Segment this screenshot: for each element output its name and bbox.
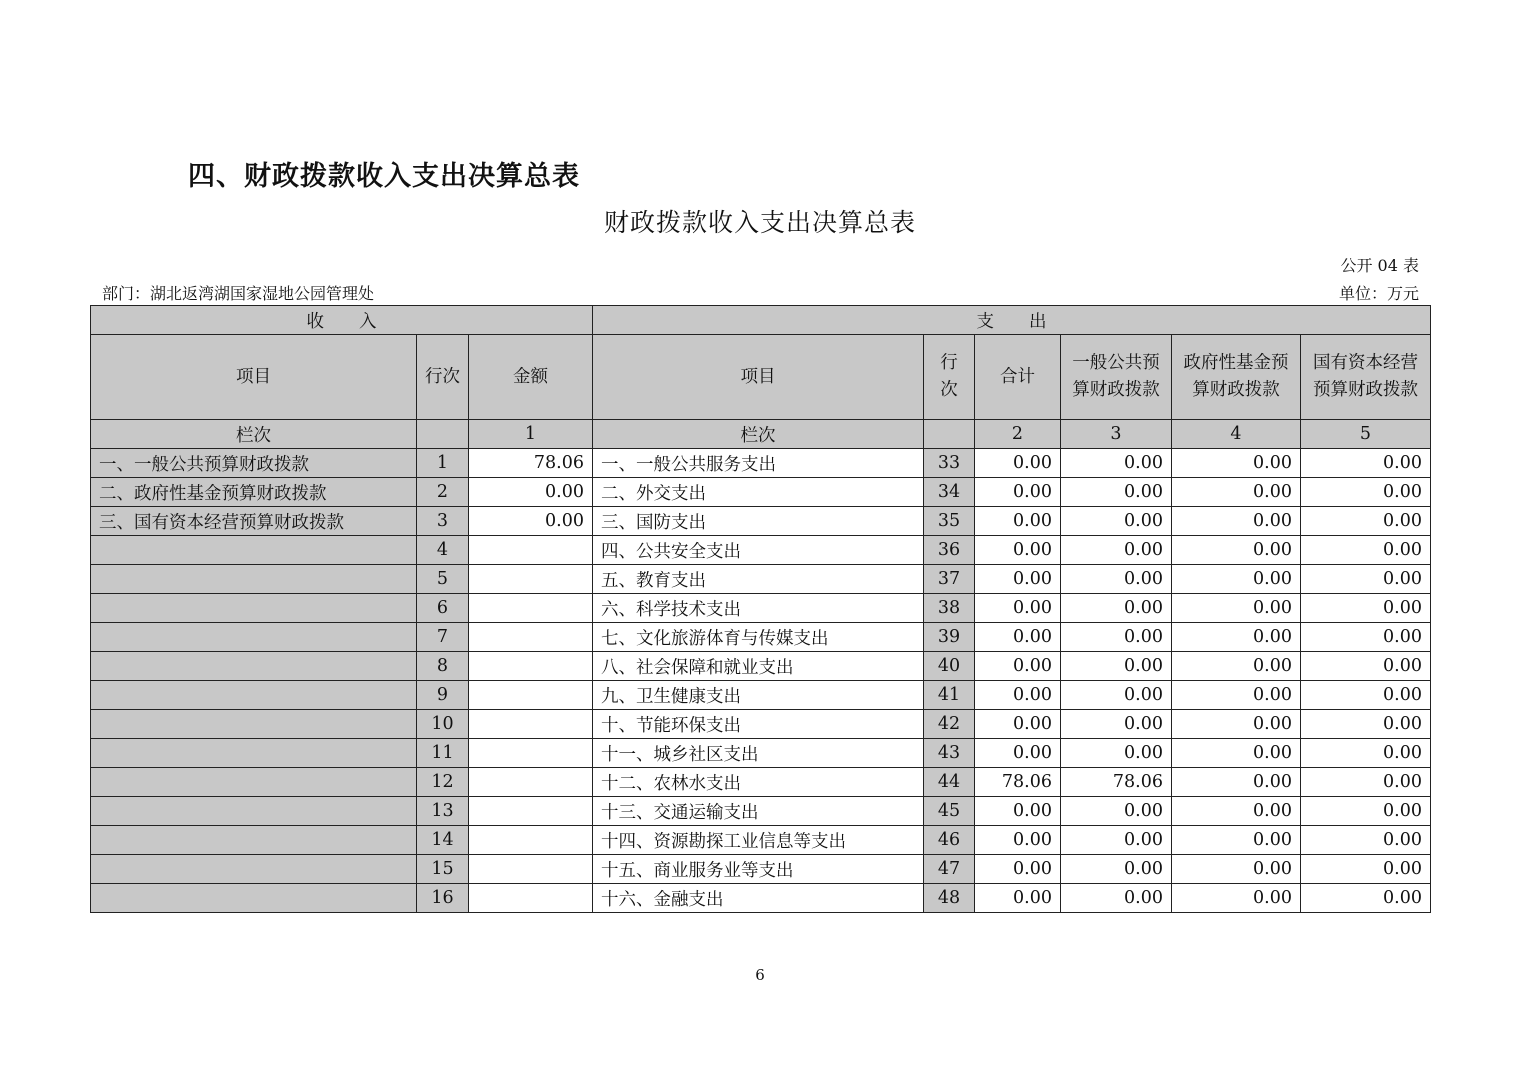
income-item <box>91 536 417 565</box>
expense-gov-fund: 0.00 <box>1172 449 1301 478</box>
income-amount <box>469 855 593 884</box>
expense-state-capital: 0.00 <box>1301 681 1431 710</box>
expense-total: 0.00 <box>975 478 1061 507</box>
expense-state-capital: 0.00 <box>1301 536 1431 565</box>
expense-line-no: 40 <box>924 652 975 681</box>
income-item <box>91 623 417 652</box>
expense-header: 支 出 <box>593 306 1431 335</box>
expense-gov-fund: 0.00 <box>1172 478 1301 507</box>
column-no-expense-item: 栏次 <box>593 420 924 449</box>
table-row <box>91 565 1431 594</box>
expense-general-budget: 0.00 <box>1061 536 1172 565</box>
expense-line-no: 33 <box>924 449 975 478</box>
table-row <box>91 797 1431 826</box>
expense-line-no: 37 <box>924 565 975 594</box>
expense-total: 0.00 <box>975 855 1061 884</box>
income-amount <box>469 884 593 913</box>
expense-total: 0.00 <box>975 652 1061 681</box>
income-amount: 0.00 <box>469 507 593 536</box>
expense-state-capital: 0.00 <box>1301 623 1431 652</box>
expense-state-capital: 0.00 <box>1301 739 1431 768</box>
expense-item: 九、卫生健康支出 <box>593 681 924 710</box>
income-item <box>91 739 417 768</box>
expense-general-budget: 78.06 <box>1061 768 1172 797</box>
col-income-item: 项目 <box>91 335 417 420</box>
income-line-no: 13 <box>417 797 469 826</box>
expense-item: 二、外交支出 <box>593 478 924 507</box>
income-line-no: 2 <box>417 478 469 507</box>
expense-gov-fund: 0.00 <box>1172 826 1301 855</box>
expense-total: 0.00 <box>975 739 1061 768</box>
expense-item: 十二、农林水支出 <box>593 768 924 797</box>
income-amount <box>469 768 593 797</box>
income-item <box>91 594 417 623</box>
expense-gov-fund: 0.00 <box>1172 710 1301 739</box>
table-row <box>91 884 1431 913</box>
expense-total: 0.00 <box>975 797 1061 826</box>
income-amount <box>469 739 593 768</box>
expense-item: 十六、金融支出 <box>593 884 924 913</box>
expense-total: 0.00 <box>975 536 1061 565</box>
income-line-no: 3 <box>417 507 469 536</box>
expense-total: 0.00 <box>975 594 1061 623</box>
income-line-no: 14 <box>417 826 469 855</box>
expense-state-capital: 0.00 <box>1301 594 1431 623</box>
income-item: 一、一般公共预算财政拨款 <box>91 449 417 478</box>
expense-general-budget: 0.00 <box>1061 681 1172 710</box>
expense-state-capital: 0.00 <box>1301 565 1431 594</box>
expense-line-no: 48 <box>924 884 975 913</box>
expense-item: 十一、城乡社区支出 <box>593 739 924 768</box>
column-no-income-amount: 1 <box>469 420 593 449</box>
expense-line-no: 43 <box>924 739 975 768</box>
expense-general-budget: 0.00 <box>1061 797 1172 826</box>
expense-state-capital: 0.00 <box>1301 710 1431 739</box>
income-line-no: 8 <box>417 652 469 681</box>
expense-line-no: 39 <box>924 623 975 652</box>
income-item: 三、国有资本经营预算财政拨款 <box>91 507 417 536</box>
expense-line-no: 42 <box>924 710 975 739</box>
income-line-no: 5 <box>417 565 469 594</box>
income-item <box>91 652 417 681</box>
income-amount <box>469 536 593 565</box>
expense-item: 七、文化旅游体育与传媒支出 <box>593 623 924 652</box>
col-total: 合计 <box>975 335 1061 420</box>
expense-gov-fund: 0.00 <box>1172 797 1301 826</box>
expense-general-budget: 0.00 <box>1061 826 1172 855</box>
expense-general-budget: 0.00 <box>1061 739 1172 768</box>
expense-general-budget: 0.00 <box>1061 855 1172 884</box>
income-amount <box>469 826 593 855</box>
expense-item: 八、社会保障和就业支出 <box>593 652 924 681</box>
income-line-no: 10 <box>417 710 469 739</box>
income-amount: 78.06 <box>469 449 593 478</box>
expense-general-budget: 0.00 <box>1061 449 1172 478</box>
expense-general-budget: 0.00 <box>1061 710 1172 739</box>
income-amount <box>469 797 593 826</box>
expense-gov-fund: 0.00 <box>1172 652 1301 681</box>
expense-line-no: 45 <box>924 797 975 826</box>
income-amount: 0.00 <box>469 478 593 507</box>
section-heading: 四、财政拨款收入支出决算总表 <box>188 161 580 192</box>
expense-total: 0.00 <box>975 710 1061 739</box>
column-no-income-item: 栏次 <box>91 420 417 449</box>
column-no-5: 5 <box>1301 420 1431 449</box>
column-no-4: 4 <box>1172 420 1301 449</box>
income-item: 二、政府性基金预算财政拨款 <box>91 478 417 507</box>
expense-gov-fund: 0.00 <box>1172 536 1301 565</box>
table-row <box>91 681 1431 710</box>
expense-total: 78.06 <box>975 768 1061 797</box>
expense-line-no: 41 <box>924 681 975 710</box>
expense-general-budget: 0.00 <box>1061 565 1172 594</box>
expense-total: 0.00 <box>975 623 1061 652</box>
income-item <box>91 855 417 884</box>
expense-state-capital: 0.00 <box>1301 449 1431 478</box>
expense-line-no: 36 <box>924 536 975 565</box>
form-number: 公开 04 表 <box>1340 256 1419 275</box>
income-amount <box>469 565 593 594</box>
expense-total: 0.00 <box>975 681 1061 710</box>
expense-general-budget: 0.00 <box>1061 507 1172 536</box>
expense-line-no: 34 <box>924 478 975 507</box>
expense-general-budget: 0.00 <box>1061 623 1172 652</box>
table-row <box>91 536 1431 565</box>
table-row <box>91 710 1431 739</box>
expense-item: 十、节能环保支出 <box>593 710 924 739</box>
expense-state-capital: 0.00 <box>1301 652 1431 681</box>
department-label: 部门：湖北返湾湖国家湿地公园管理处 <box>102 284 375 303</box>
column-no-expense-line <box>924 420 975 449</box>
expense-total: 0.00 <box>975 449 1061 478</box>
income-header: 收 入 <box>91 306 593 335</box>
col-general-budget: 一般公共预算财政拨款 <box>1061 335 1172 420</box>
expense-gov-fund: 0.00 <box>1172 884 1301 913</box>
expense-line-no: 46 <box>924 826 975 855</box>
expense-state-capital: 0.00 <box>1301 855 1431 884</box>
income-line-no: 12 <box>417 768 469 797</box>
expense-item: 四、公共安全支出 <box>593 536 924 565</box>
expense-state-capital: 0.00 <box>1301 884 1431 913</box>
income-item <box>91 681 417 710</box>
expense-state-capital: 0.00 <box>1301 478 1431 507</box>
unit-label: 单位：万元 <box>1338 284 1419 303</box>
income-amount <box>469 681 593 710</box>
col-income-line: 行次 <box>417 335 469 420</box>
expense-general-budget: 0.00 <box>1061 478 1172 507</box>
expense-gov-fund: 0.00 <box>1172 594 1301 623</box>
table-row <box>91 507 1431 536</box>
income-line-no: 11 <box>417 739 469 768</box>
income-line-no: 7 <box>417 623 469 652</box>
income-line-no: 9 <box>417 681 469 710</box>
expense-gov-fund: 0.00 <box>1172 623 1301 652</box>
expense-item: 十五、商业服务业等支出 <box>593 855 924 884</box>
table-row <box>91 739 1431 768</box>
expense-line-no: 44 <box>924 768 975 797</box>
col-state-capital: 国有资本经营预算财政拨款 <box>1301 335 1431 420</box>
income-amount <box>469 623 593 652</box>
income-item <box>91 797 417 826</box>
table-row <box>91 652 1431 681</box>
column-no-income-line <box>417 420 469 449</box>
expense-total: 0.00 <box>975 507 1061 536</box>
expense-total: 0.00 <box>975 884 1061 913</box>
expense-total: 0.00 <box>975 565 1061 594</box>
expense-gov-fund: 0.00 <box>1172 681 1301 710</box>
income-amount <box>469 710 593 739</box>
income-item <box>91 768 417 797</box>
expense-gov-fund: 0.00 <box>1172 565 1301 594</box>
expense-state-capital: 0.00 <box>1301 797 1431 826</box>
expense-line-no: 47 <box>924 855 975 884</box>
income-amount <box>469 594 593 623</box>
expense-line-no: 38 <box>924 594 975 623</box>
income-line-no: 6 <box>417 594 469 623</box>
table-row <box>91 449 1431 478</box>
table-row <box>91 623 1431 652</box>
expense-item: 三、国防支出 <box>593 507 924 536</box>
expense-line-no: 35 <box>924 507 975 536</box>
col-gov-fund: 政府性基金预算财政拨款 <box>1172 335 1301 420</box>
expense-item: 六、科学技术支出 <box>593 594 924 623</box>
income-item <box>91 826 417 855</box>
column-no-2: 2 <box>975 420 1061 449</box>
expense-gov-fund: 0.00 <box>1172 507 1301 536</box>
column-no-3: 3 <box>1061 420 1172 449</box>
income-line-no: 1 <box>417 449 469 478</box>
col-expense-item: 项目 <box>593 335 924 420</box>
table-row <box>91 594 1431 623</box>
expense-item: 十三、交通运输支出 <box>593 797 924 826</box>
income-line-no: 16 <box>417 884 469 913</box>
table-row <box>91 478 1431 507</box>
table-row <box>91 768 1431 797</box>
income-line-no: 15 <box>417 855 469 884</box>
income-line-no: 4 <box>417 536 469 565</box>
page-number: 6 <box>755 966 765 984</box>
expense-item: 一、一般公共服务支出 <box>593 449 924 478</box>
col-income-amount: 金额 <box>469 335 593 420</box>
final-accounts-table <box>90 305 1431 913</box>
table-row <box>91 826 1431 855</box>
expense-gov-fund: 0.00 <box>1172 855 1301 884</box>
expense-state-capital: 0.00 <box>1301 826 1431 855</box>
expense-general-budget: 0.00 <box>1061 884 1172 913</box>
income-item <box>91 565 417 594</box>
expense-state-capital: 0.00 <box>1301 507 1431 536</box>
expense-gov-fund: 0.00 <box>1172 739 1301 768</box>
income-item <box>91 884 417 913</box>
expense-item: 十四、资源勘探工业信息等支出 <box>593 826 924 855</box>
table-row <box>91 855 1431 884</box>
expense-gov-fund: 0.00 <box>1172 768 1301 797</box>
col-expense-line: 行次 <box>924 335 975 420</box>
income-amount <box>469 652 593 681</box>
expense-general-budget: 0.00 <box>1061 652 1172 681</box>
expense-item: 五、教育支出 <box>593 565 924 594</box>
expense-state-capital: 0.00 <box>1301 768 1431 797</box>
expense-general-budget: 0.00 <box>1061 594 1172 623</box>
expense-total: 0.00 <box>975 826 1061 855</box>
income-item <box>91 710 417 739</box>
document-title: 财政拨款收入支出决算总表 <box>603 208 916 237</box>
